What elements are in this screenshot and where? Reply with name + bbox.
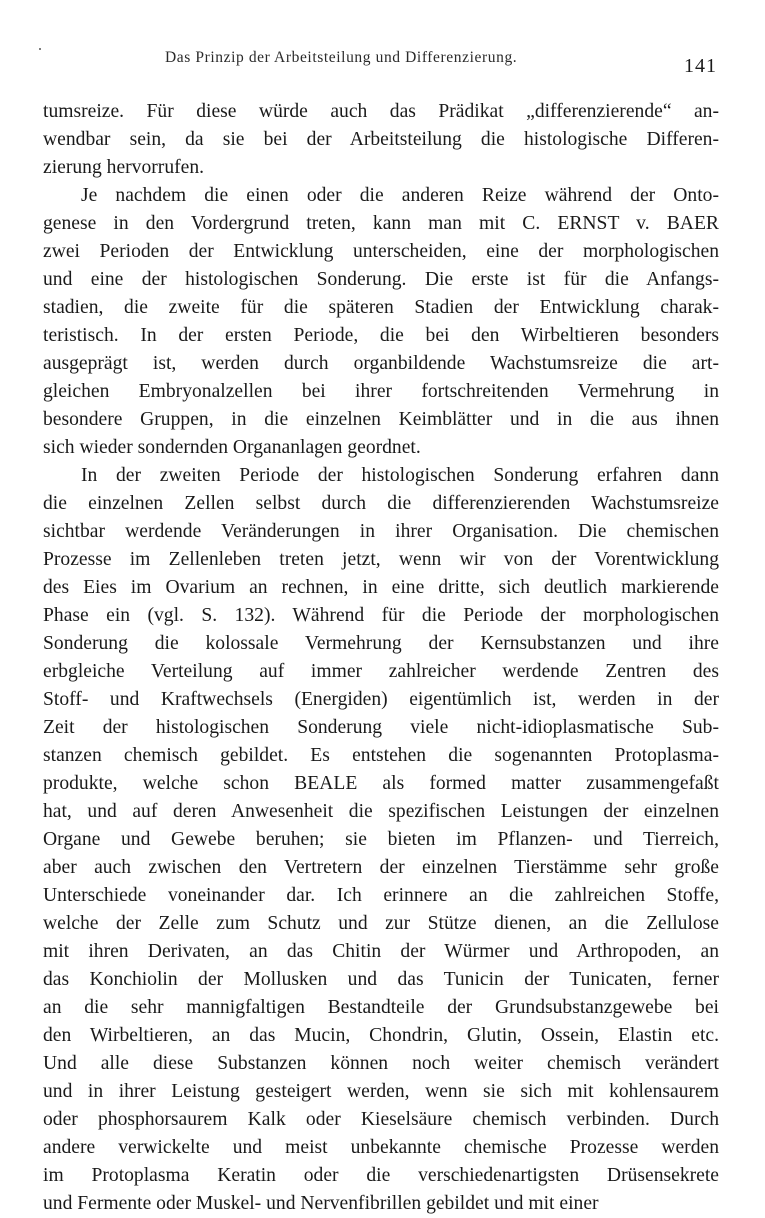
text-line: Unterschiede voneinander dar. Ich erinnere an die zahlreichen Stoffe, [43,885,719,906]
page-number: 141 [684,55,717,77]
text-line: stanzen chemisch gebildet. Es entstehen die sogenannten Protoplasma- [43,745,719,766]
text-line: produkte, welche schon BEALE als formed matter zusammengefaßt [43,773,719,794]
text-line: den Wirbeltieren, an das Mucin, Chondrin, Glutin, Ossein, Elastin etc. [43,1025,719,1046]
text-line: Phase ein (vgl. S. 132). Während für die Periode der morphologischen [43,605,719,626]
text-line: tumsreize. Für diese würde auch das Prädikat „differenzierende“ an- [43,101,719,122]
text-line: Und alle diese Substanzen können noch weiter chemisch verändert [43,1053,719,1074]
text-line: andere verwickelte und meist unbekannte chemische Prozesse werden [43,1137,719,1158]
text-line: mit ihren Derivaten, an das Chitin der Würmer und Arthropoden, an [43,941,719,962]
text-line: welche der Zelle zum Schutz und zur Stütze dienen, an die Zellulose [43,913,719,934]
text-line: wendbar sein, da sie bei der Arbeitsteilung die histologische Differen- [43,129,719,150]
text-line: Organe und Gewebe beruhen; sie bieten im Pflanzen- und Tierreich, [43,829,719,850]
text-line: zwei Perioden der Entwicklung unterscheiden, eine der morphologischen [43,241,719,262]
text-line: ausgeprägt ist, werden durch organbildende Wachstumsreize die art- [43,353,719,374]
text-line: das Konchiolin der Mollusken und das Tunicin der Tunicaten, ferner [43,969,719,990]
print-speck [39,48,41,50]
text-line: aber auch zwischen den Vertretern der einzelnen Tierstämme sehr große [43,857,719,878]
text-line: an die sehr mannigfaltigen Bestandteile der Grundsubstanzgewebe bei [43,997,719,1018]
text-line: teristisch. In der ersten Periode, die bei den Wirbeltieren besonders [43,325,719,346]
paragraph [43,462,719,1218]
text-line: sichtbar werdende Veränderungen in ihrer Organisation. Die chemischen [43,521,719,542]
text-line: und eine der histologischen Sonderung. Die erste ist für die Anfangs- [43,269,719,290]
text-line: stadien, die zweite für die späteren Stadien der Entwicklung charak- [43,297,719,318]
paragraph [43,182,719,462]
text-line: Zeit der histologischen Sonderung viele nicht-idioplasmatische Sub- [43,717,719,738]
text-line: gleichen Embryonalzellen bei ihrer fortschreitenden Vermehrung in [43,381,719,402]
text-line: des Eies im Ovarium an rechnen, in eine dritte, sich deutlich markierende [43,577,719,598]
text-line: und in ihrer Leistung gesteigert werden, wenn sie sich mit kohlensaurem [43,1081,719,1102]
text-line: besondere Gruppen, in die einzelnen Keimblätter und in die aus ihnen [43,409,719,430]
text-line: Stoff- und Kraftwechsels (Energiden) eigentümlich ist, werden in der [43,689,719,710]
text-line: hat, und auf deren Anwesenheit die spezifischen Leistungen der einzelnen [43,801,719,822]
text-line: zierung hervorrufen. [43,157,205,178]
text-line: und Fermente oder Muskel- und Nervenfibrillen gebildet und mit einer [43,1193,599,1214]
text-line: genese in den Vordergrund treten, kann man mit C. ERNST v. BAER [43,213,719,234]
text-line: erbgleiche Verteilung auf immer zahlreicher werdende Zentren des [43,661,719,682]
running-head: Das Prinzip der Arbeitsteilung und Differenzierung. [165,49,518,66]
text-line: In der zweiten Periode der histologischen Sonderung erfahren dann [81,465,719,486]
text-line: sich wieder sondernden Organanlagen geordnet. [43,437,421,458]
text-line: Sonderung die kolossale Vermehrung der Kernsubstanzen und ihre [43,633,719,654]
text-line: im Protoplasma Keratin oder die verschiedenartigsten Drüsensekrete [43,1165,719,1186]
text-line: oder phosphorsaurem Kalk oder Kieselsäure chemisch verbinden. Durch [43,1109,719,1130]
text-line: Je nachdem die einen oder die anderen Reize während der Onto- [81,185,719,206]
paragraph [43,98,719,182]
text-line: die einzelnen Zellen selbst durch die differenzierenden Wachstumsreize [43,493,719,514]
body-text [43,98,719,1218]
text-line: Prozesse im Zellenleben treten jetzt, wenn wir von der Vorentwicklung [43,549,719,570]
